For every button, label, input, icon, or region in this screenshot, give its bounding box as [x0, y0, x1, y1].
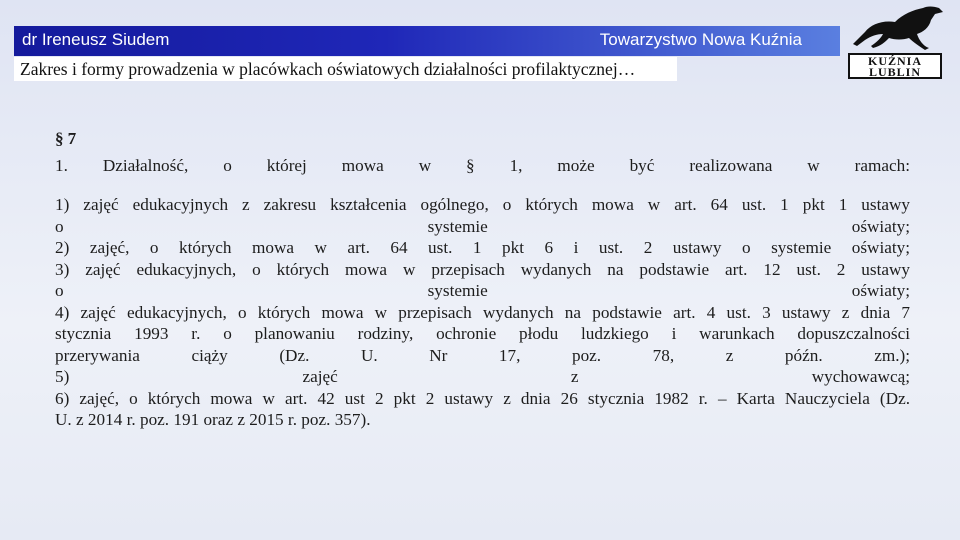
list-line: 4) zajęć edukacyjnych, o których mowa w przepisach wydanych na podstawie art. 4 ust. 3 ustawy z dnia 7 — [55, 302, 910, 322]
list-line: o systemie oświaty; — [55, 281, 910, 300]
logo-text: KUŹNIA LUBLIN — [848, 53, 942, 79]
author-name: dr Ireneusz Siudem — [22, 30, 170, 49]
slide-subtitle: Zakres i formy prowadzenia w placówkach oświatowych działalności profilaktycznej… — [14, 57, 677, 81]
section-heading — [55, 128, 910, 150]
list-line: 6) zajęć, o których mowa w art. 42 ust 2 pkt 2 ustawy z dnia 26 stycznia 1982 r. – Karta Nauczyciela (Dz. — [55, 388, 910, 408]
section-icon: § — [55, 129, 64, 148]
list-line: stycznia 1993 r. o planowaniu rodziny, ochronie płodu ludzkiego i warunkach dopuszczalności — [55, 324, 910, 343]
list-line: 3) zajęć edukacyjnych, o których mowa w przepisach wydanych na podstawie art. 12 ust. 2 ustawy — [55, 259, 910, 279]
section-number: 7 — [67, 129, 77, 148]
list-line: 5) zajęć z wychowawcą; — [55, 367, 910, 386]
organization-name: Towarzystwo Nowa Kuźnia — [599, 30, 802, 49]
list-line: U. z 2014 r. poz. 191 oraz z 2015 r. poz. 357). — [55, 410, 371, 429]
list-line: o systemie oświaty; — [55, 216, 910, 236]
header-bar — [14, 26, 840, 56]
slide-content — [55, 128, 910, 431]
list-line: przerywania ciąży (Dz. U. Nr 17, poz. 78, z późn. zm.); — [55, 345, 910, 365]
list-line: 2) zajęć, o których mowa w art. 64 ust. 1 pkt 6 i ust. 2 ustawy o systemie oświaty; — [55, 238, 910, 257]
point-1: 1. Działalność, o której mowa w § 1, może być realizowana w ramach: — [55, 155, 910, 175]
list-line: 1) zajęć edukacyjnych z zakresu kształcenia ogólnego, o których mowa w art. 64 ust. 1 pkt 1 ustawy — [55, 195, 910, 214]
